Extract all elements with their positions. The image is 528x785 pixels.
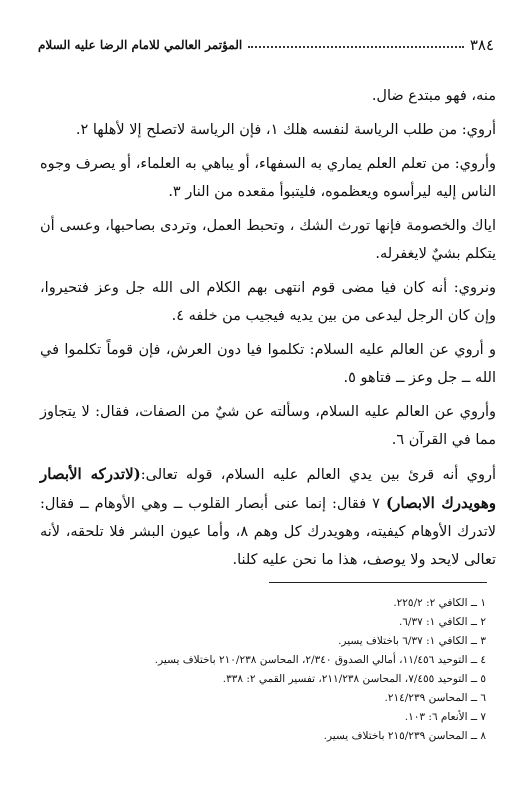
footnote: ٨ ــ المحاسن ٢١٥/٢٣٩ باختلاف يسير. [323, 730, 486, 742]
footnote: ١ ــ الكافي ٢: ٢٢٥/٢. [393, 597, 486, 609]
footnote: ٦ ــ المحاسن ٢١٤/٢٣٩. [384, 692, 486, 704]
footnote: ٢ ــ الكافي ١: ٦/٣٧. [398, 616, 486, 628]
paragraph-2: أروي: من طلب الرياسة لنفسه هلك ١، فإن الرياسة لاتصلح إلا لأهلها ٢. [75, 122, 496, 138]
main-text [40, 82, 496, 580]
header-leader-dots [248, 46, 464, 48]
paragraph-3: وأروي: من تعلم العلم يماري به السفهاء، أو يباهي به العلماء، أو يصرف وجوه الناس إليه ليرأسوه ويعظموه، فليتبوأ مقعده من النار ٣. [40, 156, 496, 200]
footnote-separator [269, 582, 487, 583]
paragraph-5: ونروي: أنه كان فيا مضى قوم انتهى بهم الكلام الى الله جل وعز فتحيروا، وإن كان الرجل ليدعى من بين يديه فيجيب من خلفه ٤. [40, 280, 496, 324]
page-number: ٣٨٤ [469, 36, 494, 54]
paragraph-4: اياك والخصومة فإنها تورث الشك ، وتحبط العمل، وتردى بصاحبها، وعسى أن يتكلم بشيٌ لايغفرله. [40, 218, 496, 262]
footnote: ٥ ــ التوحيد ٧/٤٥٥، المحاسن ٢١١/٢٣٨، تفسير القمي ٢: ٣٣٨. [222, 673, 486, 685]
footnote: ٣ ــ الكافي ١: ٦/٣٧ باختلاف يسير. [338, 635, 486, 647]
header-title: المؤتمر العالمي للامام الرضا عليه السلام [38, 38, 243, 52]
running-header [38, 34, 494, 56]
footnotes [46, 594, 486, 746]
quran-verse: (لاتدركه الأبصار وهويدرك الابصار) [40, 465, 496, 512]
paragraph-8-rest: ٧ فقال: إنما عنى أبصار القلوب ــ وهي الأوهام ــ فقال: لاتدرك الأوهام كيفيته، وهويدرك كل وهم ٨، وأما عيون البشر فلا تلحقه، لأنه تعالى لايحد ولا يوصف، هذا ما نحن عليه كلنا. [40, 496, 496, 568]
footnote: ٧ ــ الأنعام ٦: ١٠٣. [404, 711, 486, 723]
paragraph-8-intro: أروي أنه قرئ بين يدي العالم عليه السلام، قوله تعالى: [140, 467, 496, 483]
paragraph-1: منه، فهو مبتدع ضال. [371, 88, 496, 104]
footnote: ٤ ــ التوحيد ١١/٤٥٦، أمالي الصدوق ٢/٣٤٠، المحاسن ٢١٠/٢٣٨ باختلاف يسير. [154, 654, 486, 666]
paragraph-8 [40, 460, 496, 574]
paragraph-6: و أروي عن العالم عليه السلام: تكلموا فيا دون العرش، فإن قوماً تكلموا في الله ــ جل وعز ــ فتاهو ٥. [40, 342, 496, 386]
paragraph-7: وأروي عن العالم عليه السلام، وسألته عن شيٌ من الصفات، فقال: لا يتجاوز مما في القرآن ٦. [40, 404, 496, 448]
